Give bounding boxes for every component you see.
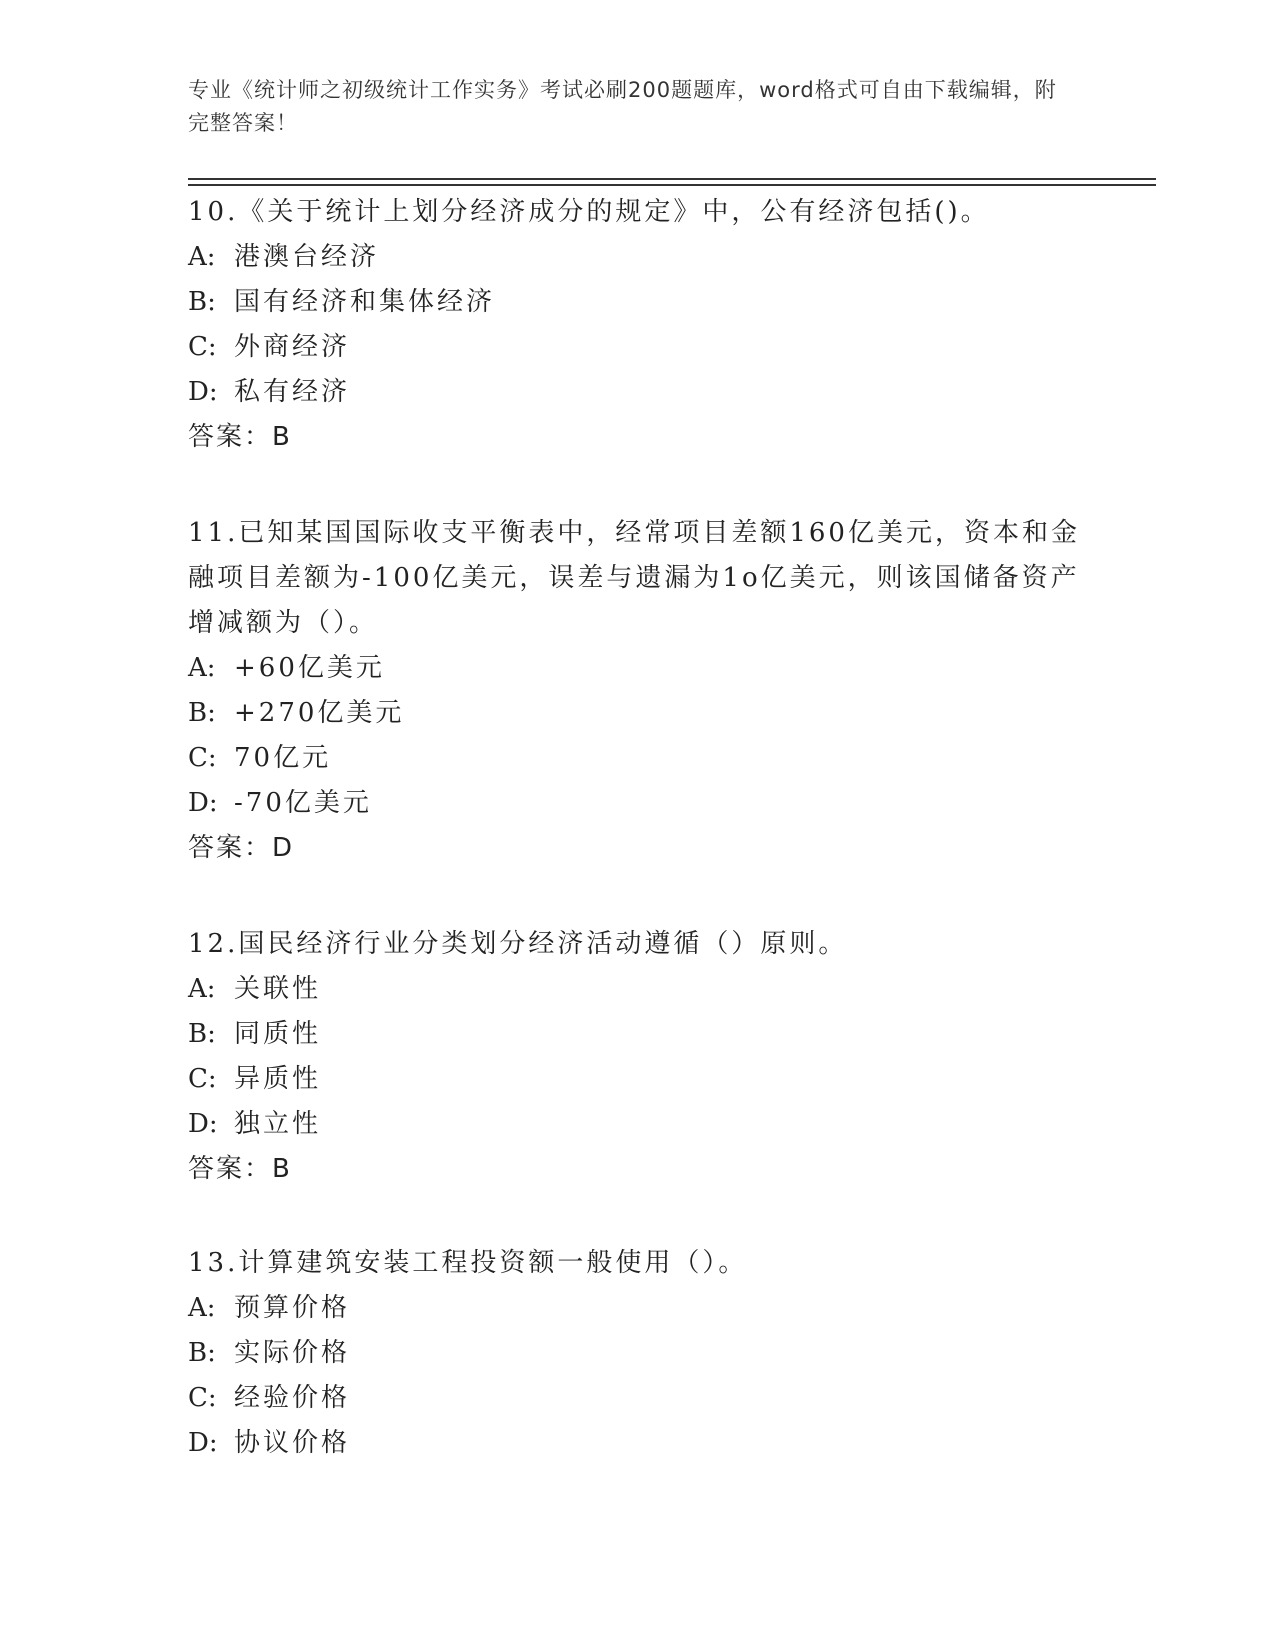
option-b: [188, 1331, 1088, 1376]
option-letter: C:: [188, 1064, 217, 1094]
option-text: 70亿元: [234, 743, 332, 773]
document-header: 专业《统计师之初级统计工作实务》考试必刷200题题库，word格式可自由下载编辑，附完整答案！: [188, 78, 1057, 135]
option-letter: C:: [188, 332, 217, 362]
option-text: 经验价格: [234, 1383, 351, 1413]
option-text: +270亿美元: [234, 698, 405, 728]
option-d: [188, 370, 1088, 415]
option-text: 异质性: [234, 1064, 322, 1094]
option-text: 协议价格: [234, 1428, 351, 1458]
option-letter: A:: [188, 653, 216, 683]
option-letter: B:: [188, 1338, 216, 1368]
option-text: 港澳台经济: [234, 242, 380, 272]
question-10: [188, 190, 1088, 460]
option-letter: C:: [188, 1383, 217, 1413]
option-a: [188, 1286, 1088, 1331]
question-stem: 13.计算建筑安装工程投资额一般使用（）。: [188, 1248, 748, 1278]
answer-line: 答案：D: [188, 833, 295, 863]
option-letter: B:: [188, 287, 216, 317]
option-letter: B:: [188, 698, 216, 728]
option-text: 同质性: [234, 1019, 322, 1049]
option-d: [188, 1102, 1088, 1147]
option-letter: D:: [188, 1109, 218, 1139]
option-letter: B:: [188, 1019, 216, 1049]
option-b: [188, 1012, 1088, 1057]
option-text: -70亿美元: [234, 788, 372, 818]
option-letter: A:: [188, 242, 216, 272]
question-stem: 11.已知某国国际收支平衡表中，经常项目差额160亿美元，资本和金融项目差额为-100亿美元，误差与遗漏为1o亿美元，则该国储备资产增减额为（）。: [188, 518, 1080, 638]
option-text: 外商经济: [234, 332, 351, 362]
option-text: 独立性: [234, 1109, 322, 1139]
question-stem: 10.《关于统计上划分经济成分的规定》中，公有经济包括()。: [188, 197, 990, 227]
option-letter: D:: [188, 788, 218, 818]
answer-line: 答案：B: [188, 422, 292, 452]
answer-line: 答案：B: [188, 1154, 292, 1184]
option-d: [188, 1421, 1088, 1466]
option-text: +60亿美元: [234, 653, 385, 683]
option-text: 私有经济: [234, 377, 351, 407]
option-c: [188, 325, 1088, 370]
option-c: [188, 1376, 1088, 1421]
header-divider-line: [188, 178, 1156, 180]
option-text: 关联性: [234, 974, 322, 1004]
option-b: [188, 280, 1088, 325]
option-d: [188, 781, 1088, 826]
option-letter: A:: [188, 1293, 216, 1323]
question-13: [188, 1241, 1088, 1466]
header-divider-line: [188, 184, 1156, 186]
option-letter: A:: [188, 974, 216, 1004]
option-a: [188, 646, 1088, 691]
question-12: [188, 922, 1088, 1192]
option-text: 实际价格: [234, 1338, 351, 1368]
option-letter: C:: [188, 743, 217, 773]
option-text: 预算价格: [234, 1293, 351, 1323]
option-c: [188, 736, 1088, 781]
option-letter: D:: [188, 377, 218, 407]
option-c: [188, 1057, 1088, 1102]
question-11: [188, 511, 1088, 871]
option-letter: D:: [188, 1428, 218, 1458]
option-text: 国有经济和集体经济: [234, 287, 496, 317]
question-stem: 12.国民经济行业分类划分经济活动遵循（）原则。: [188, 929, 848, 959]
option-a: [188, 967, 1088, 1012]
option-a: [188, 235, 1088, 280]
option-b: [188, 691, 1088, 736]
